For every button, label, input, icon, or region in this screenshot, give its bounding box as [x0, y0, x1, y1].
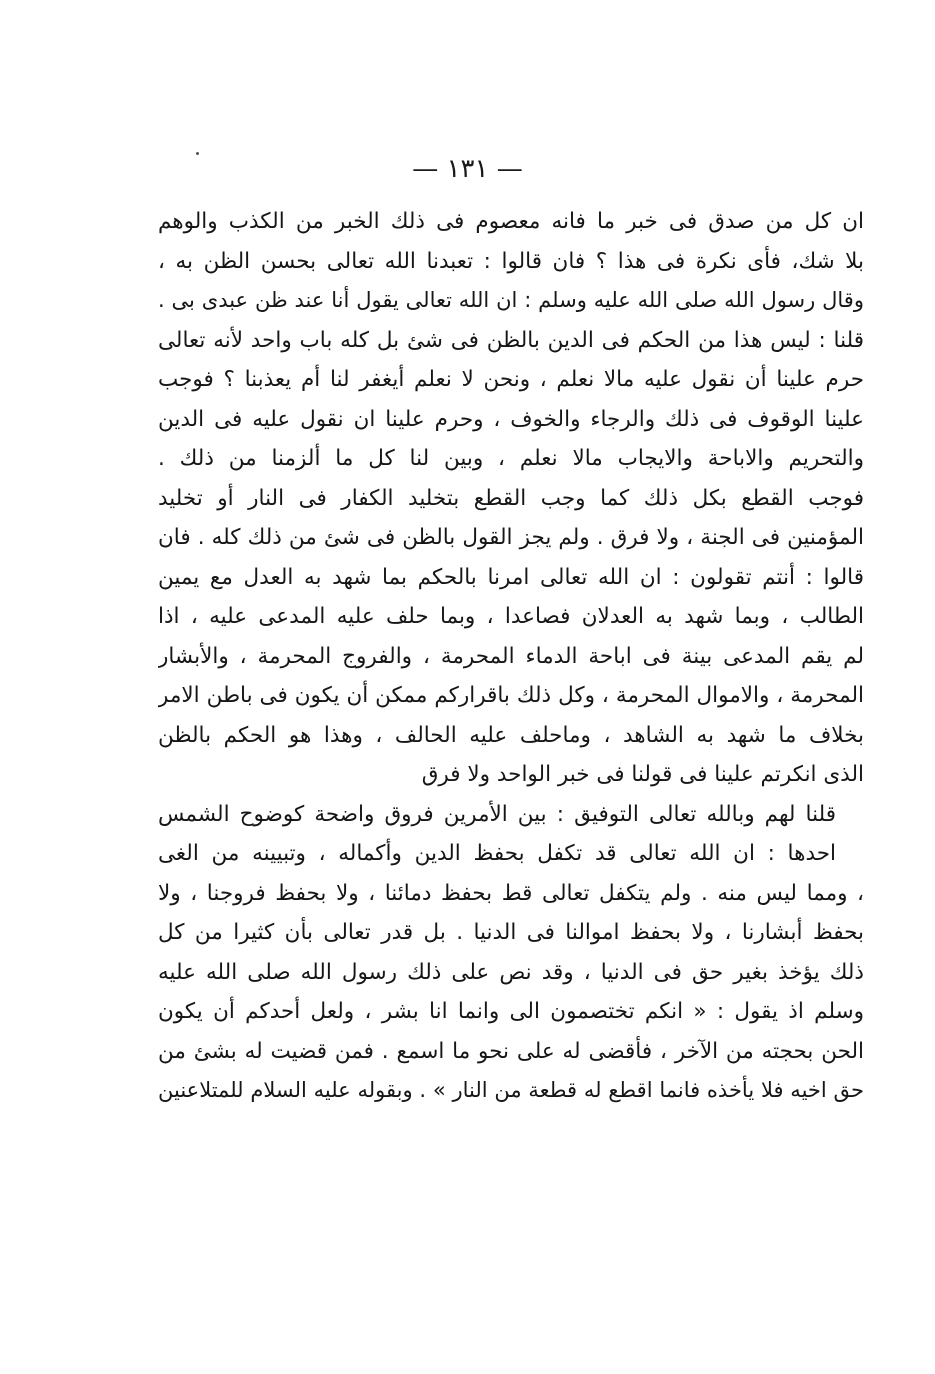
ink-speck	[196, 152, 199, 155]
text-line: بخلاف ما شهد به الشاهد ، وماحلف عليه الحالف ، وهذا هو الحكم بالظن	[158, 722, 864, 748]
text-line: قلنا : ليس هذا من الحكم فى الدين بالظن فى شئ بل كله باب واحد لأنه تعالى	[158, 327, 864, 353]
text-line: وسلم اذ يقول : « انكم تختصمون الى وانما انا بشر ، ولعل أحدكم أن يكون	[158, 999, 864, 1024]
text-line: لم يقم المدعى بينة فى اباحة الدماء المحرمة ، والفروج المحرمة ، والأبشار	[158, 643, 864, 669]
text-line: الحن بحجته من الآخر ، فأقضى له على نحو ما اسمع . فمن قضيت له بشئ من	[158, 1038, 864, 1064]
text-line: ذلك يؤخذ بغير حق فى الدنيا ، وقد نص على ذلك رسول الله صلى الله عليه	[158, 959, 864, 985]
page-number: — ١٣١ —	[412, 154, 523, 184]
text-line: المحرمة ، والاموال المحرمة ، وكل ذلك باقراركم ممكن أن يكون فى باطن الامر	[158, 683, 864, 708]
text-line: بلا شك، فأى نكرة فى هذا ؟ فان قالوا : تعبدنا الله تعالى بحسن الظن به ،	[158, 248, 864, 274]
text-line: المؤمنين فى الجنة ، ولا فرق . ولم يجز القول بالظن فى شئ من ذلك كله . فان	[158, 525, 864, 550]
text-line: قالوا : أنتم تقولون : ان الله تعالى امرنا بالحكم بما شهد به العدل مع يمين	[158, 564, 864, 590]
text-line: حرم علينا أن نقول عليه مالا نعلم ، ونحن لا نعلم أيغفر لنا أم يعذبنا ؟ فوجب	[158, 367, 864, 392]
text-line: بحفظ أبشارنا ، ولا بحفظ اموالنا فى الدنيا . بل قدر تعالى بأن كثيرا من كل	[158, 920, 864, 945]
text-line: فوجب القطع بكل ذلك كما وجب القطع بتخليد الكفار فى النار أو تخليد	[158, 485, 864, 511]
text-line: الطالب ، وبما شهد به العدلان فصاعدا ، وبما حلف عليه المدعى عليه ، اذا	[158, 604, 864, 629]
text-line: ان كل من صدق فى خبر ما فانه معصوم فى ذلك الخبر من الكذب والوهم	[158, 209, 864, 234]
body-text	[158, 202, 864, 1111]
text-line: قلنا لهم وبالله تعالى التوفيق : بين الأمرين فروق واضحة كوضوح الشمس	[158, 801, 836, 827]
text-line: والتحريم والاباحة والايجاب مالا نعلم ، وبين لنا كل ما ألزمنا من ذلك .	[158, 446, 864, 471]
text-line: حق اخيه فلا يأخذه فانما اقطع له قطعة من النار » . وبقوله عليه السلام للمتلاعنين	[158, 1078, 864, 1102]
text-line: وقال رسول الله صلى الله عليه وسلم : ان الله تعالى يقول أنا عند ظن عبدى بى .	[158, 288, 864, 312]
text-line: علينا الوقوف فى ذلك والرجاء والخوف ، وحرم علينا ان نقول عليه فى الدين	[158, 406, 864, 432]
text-line: الذى انكرتم علينا فى قولنا فى خبر الواحد ولا فرق	[421, 762, 864, 787]
text-line: ، ومما ليس منه . ولم يتكفل تعالى قط بحفظ دمائنا ، ولا بحفظ فروجنا ، ولا	[158, 880, 864, 906]
text-line: احدها : ان الله تعالى قد تكفل بحفظ الدين وأكماله ، وتبيينه من الغى	[158, 841, 836, 866]
